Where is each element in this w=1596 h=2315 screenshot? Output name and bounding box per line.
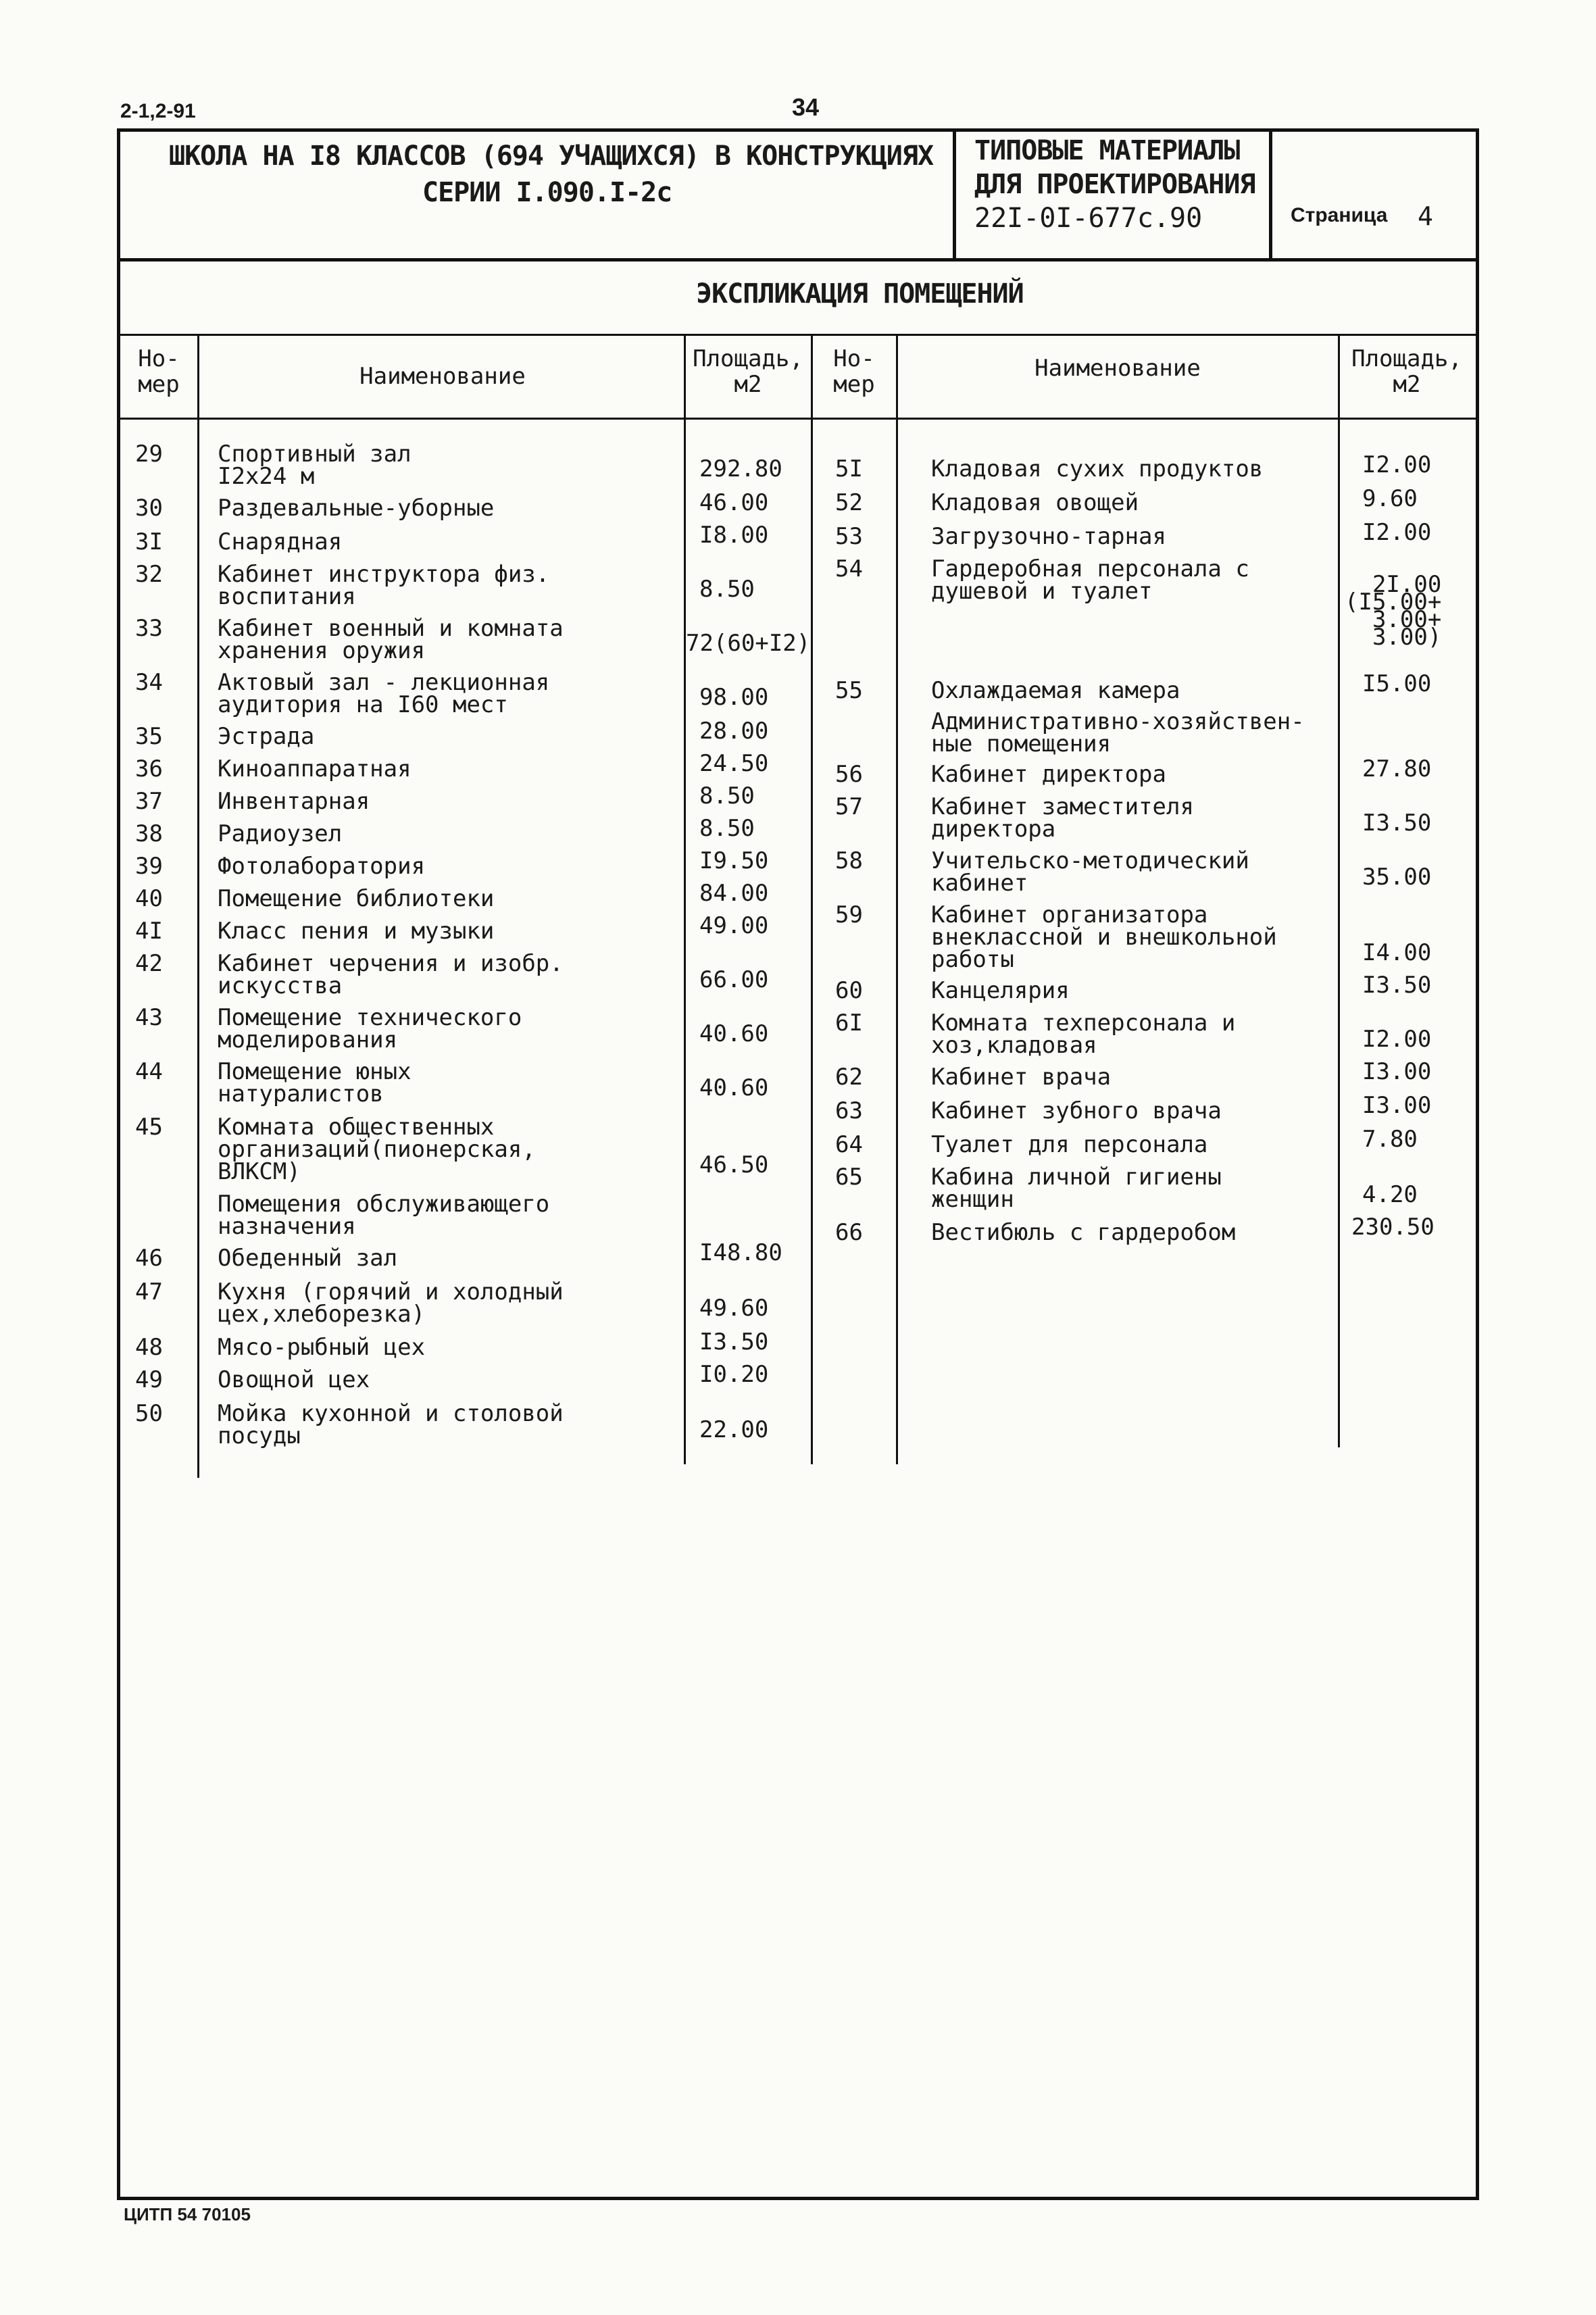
- row-name: Мясо-рыбный цех: [218, 1334, 426, 1361]
- row-name: Кухня (горячий и холодный цех,хлеборезка): [218, 1278, 564, 1328]
- row-number: 33: [135, 615, 163, 642]
- row-number: 64: [835, 1131, 863, 1158]
- row-name: Загрузочно-тарная: [931, 523, 1166, 550]
- row-area: 49.00: [699, 912, 769, 939]
- row-number: 43: [135, 1004, 163, 1031]
- row-name: Раздевальные-уборные: [218, 495, 495, 522]
- row-name: Инвентарная: [218, 788, 370, 815]
- row-number: 37: [135, 788, 163, 815]
- row-name: Мойка кухонной и столовой посуды: [218, 1400, 564, 1449]
- typical-materials-line-2: ДЛЯ ПРОЕКТИРОВАНИЯ: [974, 169, 1255, 200]
- row-name: Киноаппаратная: [218, 755, 412, 782]
- row-name: Помещение библиотеки: [218, 885, 495, 912]
- row-name: Административно-хозяйствен- ные помещения: [931, 708, 1305, 757]
- row-area: 4.20: [1362, 1181, 1418, 1208]
- row-name: Кабинет зубного врача: [931, 1097, 1222, 1124]
- row-number: 5I: [835, 455, 863, 482]
- row-name: Кабинет врача: [931, 1064, 1112, 1091]
- row-name: Кабинет инструктора физ. воспитания: [218, 561, 550, 610]
- section-title: ЭКСПЛИКАЦИЯ ПОМЕЩЕНИЙ: [696, 278, 1024, 309]
- row-number: 30: [135, 495, 163, 522]
- row-name: Кладовая овощей: [931, 489, 1139, 516]
- col-header-name-left: Наименование: [359, 363, 526, 390]
- col-line-4: [896, 336, 898, 1464]
- row-number: 3I: [135, 528, 163, 555]
- row-area: I2.00: [1362, 451, 1432, 478]
- col-line-3: [811, 336, 813, 1464]
- row-area: I3.50: [1362, 810, 1432, 837]
- row-area: 84.00: [699, 880, 769, 907]
- row-area: 230.50: [1351, 1214, 1435, 1241]
- row-name: Помещение юных натуралистов: [218, 1058, 412, 1107]
- row-number: 49: [135, 1366, 163, 1393]
- col-header-area-right: Площадь, м2: [1351, 345, 1462, 398]
- row-number: 32: [135, 561, 163, 588]
- row-number: 57: [835, 793, 863, 820]
- row-area: I9.50: [699, 847, 769, 874]
- row-name: Помещения обслуживающего назначения: [218, 1191, 550, 1240]
- row-area: 24.50: [699, 750, 769, 777]
- typical-materials-line-1: ТИПОВЫЕ МАТЕРИАЛЫ: [974, 135, 1240, 166]
- row-number: 53: [835, 523, 863, 550]
- row-number: 35: [135, 723, 163, 750]
- title-line-1: ШКОЛА НА I8 КЛАССОВ (694 УЧАЩИХСЯ) В КОНСТРУКЦИЯХ: [169, 141, 934, 172]
- row-area: I3.50: [1362, 972, 1432, 999]
- row-area: I8.00: [699, 522, 769, 549]
- typical-materials-code: 22I-0I-677c.90: [974, 203, 1203, 234]
- section-divider: [120, 334, 1476, 336]
- title-line-2: СЕРИИ I.090.I-2c: [422, 177, 672, 208]
- row-area: I4.00: [1362, 939, 1432, 966]
- row-number: 60: [835, 977, 863, 1004]
- row-number: 40: [135, 885, 163, 912]
- row-area: I3.50: [699, 1328, 769, 1355]
- col-line-5: [1338, 336, 1340, 1447]
- row-number: 46: [135, 1245, 163, 1272]
- row-name: Кабинет черчения и изобр. искусства: [218, 950, 564, 999]
- row-number: 59: [835, 901, 863, 928]
- row-area: 292.80: [699, 455, 782, 482]
- row-name: Кабинет военный и комната хранения оружия: [218, 615, 564, 664]
- row-name: Комната техперсонала и хоз,кладовая: [931, 1010, 1236, 1059]
- row-name: Снарядная: [218, 528, 343, 555]
- row-area: 27.80: [1362, 755, 1432, 782]
- row-name: Учительско-методический кабинет: [931, 847, 1249, 897]
- row-number: 52: [835, 489, 863, 516]
- row-number: 47: [135, 1278, 163, 1305]
- footer-code: ЦИТП 54 70105: [124, 2204, 251, 2224]
- row-number: 36: [135, 755, 163, 782]
- col-header-number-right: Но- мер: [833, 345, 875, 398]
- row-name: Кабина личной гигиены женщин: [931, 1164, 1222, 1213]
- row-number: 48: [135, 1334, 163, 1361]
- col-header-number-left: Но- мер: [138, 345, 180, 398]
- row-number: 66: [835, 1219, 863, 1246]
- row-area: 66.00: [699, 966, 769, 993]
- row-name: Овощной цех: [218, 1366, 370, 1393]
- row-area: 9.60: [1362, 485, 1418, 512]
- row-area: I0.20: [699, 1361, 769, 1388]
- row-number: 44: [135, 1058, 163, 1085]
- row-number: 45: [135, 1114, 163, 1141]
- row-number: 6I: [835, 1010, 863, 1037]
- row-name: Комната общественных организаций(пионерская, ВЛКСМ): [218, 1114, 536, 1185]
- row-name: Эстрада: [218, 723, 315, 750]
- row-area: I3.00: [1362, 1058, 1432, 1085]
- row-number: 58: [835, 847, 863, 874]
- col-line-2: [684, 336, 686, 1464]
- row-name: Радиоузел: [218, 820, 343, 847]
- row-area: I3.00: [1362, 1092, 1432, 1119]
- row-number: 56: [835, 761, 863, 788]
- row-number: 54: [835, 555, 863, 582]
- row-number: 65: [835, 1164, 863, 1191]
- row-area: I2.00: [1362, 1026, 1432, 1053]
- row-name: Спортивный зал I2x24 м: [218, 441, 412, 490]
- document-code: 2-1,2-91: [120, 100, 196, 122]
- row-area: 2I.00 (I5.00+ 3.00+ 3.00): [1345, 571, 1442, 651]
- row-area: 8.50: [699, 815, 755, 842]
- row-number: 42: [135, 950, 163, 977]
- row-number: 34: [135, 669, 163, 696]
- row-name: Туалет для персонала: [931, 1131, 1208, 1158]
- row-area: 8.50: [699, 782, 755, 810]
- row-area: I5.00: [1362, 670, 1432, 697]
- row-area: I2.00: [1362, 519, 1432, 546]
- row-area: 8.50: [699, 576, 755, 603]
- row-number: 29: [135, 441, 163, 468]
- row-area: 40.60: [699, 1074, 769, 1101]
- row-number: 62: [835, 1064, 863, 1091]
- row-area: 40.60: [699, 1020, 769, 1047]
- row-name: Кабинет организатора внеклассной и внешкольной работы: [931, 901, 1277, 973]
- page-value: 4: [1418, 201, 1433, 231]
- row-number: 63: [835, 1097, 863, 1124]
- col-line-1: [197, 336, 199, 1478]
- row-name: Канцелярия: [931, 977, 1070, 1004]
- row-area: 98.00: [699, 684, 769, 711]
- row-area: 35.00: [1362, 864, 1432, 891]
- row-area: 49.60: [699, 1295, 769, 1322]
- row-number: 38: [135, 820, 163, 847]
- header-divider-1: [953, 128, 956, 261]
- row-number: 4I: [135, 918, 163, 945]
- col-header-area-left: Площадь, м2: [693, 345, 803, 398]
- row-name: Актовый зал - лекционная аудитория на I60 мест: [218, 669, 550, 718]
- col-header-name-right: Наименование: [1034, 355, 1201, 382]
- row-name: Класс пения и музыки: [218, 918, 495, 945]
- header-divider-2: [1269, 128, 1272, 261]
- row-area: 72(60+I2): [686, 630, 811, 657]
- row-area: 46.00: [699, 489, 769, 516]
- row-area: 7.80: [1362, 1126, 1418, 1153]
- row-name: Помещение технического моделирования: [218, 1004, 522, 1053]
- columns-header-divider: [120, 418, 1476, 420]
- page-number: 34: [792, 93, 820, 121]
- row-name: Фотолаборатория: [218, 853, 426, 880]
- row-name: Охлаждаемая камера: [931, 677, 1180, 704]
- row-area: 46.50: [699, 1151, 769, 1178]
- row-name: Обеденный зал: [218, 1245, 398, 1272]
- row-name: Кабинет заместителя директора: [931, 793, 1194, 843]
- row-number: 55: [835, 677, 863, 704]
- header-divider: [117, 258, 1479, 262]
- row-number: 39: [135, 853, 163, 880]
- row-name: Кабинет директора: [931, 761, 1166, 788]
- page-label: Страница: [1291, 204, 1388, 226]
- row-name: Кладовая сухих продуктов: [931, 455, 1264, 482]
- row-area: 22.00: [699, 1416, 769, 1443]
- row-name: Вестибюль с гардеробом: [931, 1219, 1236, 1246]
- row-area: I48.80: [699, 1239, 782, 1266]
- row-number: 50: [135, 1400, 163, 1427]
- row-name: Гардеробная персонала с душевой и туалет: [931, 555, 1249, 605]
- row-area: 28.00: [699, 718, 769, 745]
